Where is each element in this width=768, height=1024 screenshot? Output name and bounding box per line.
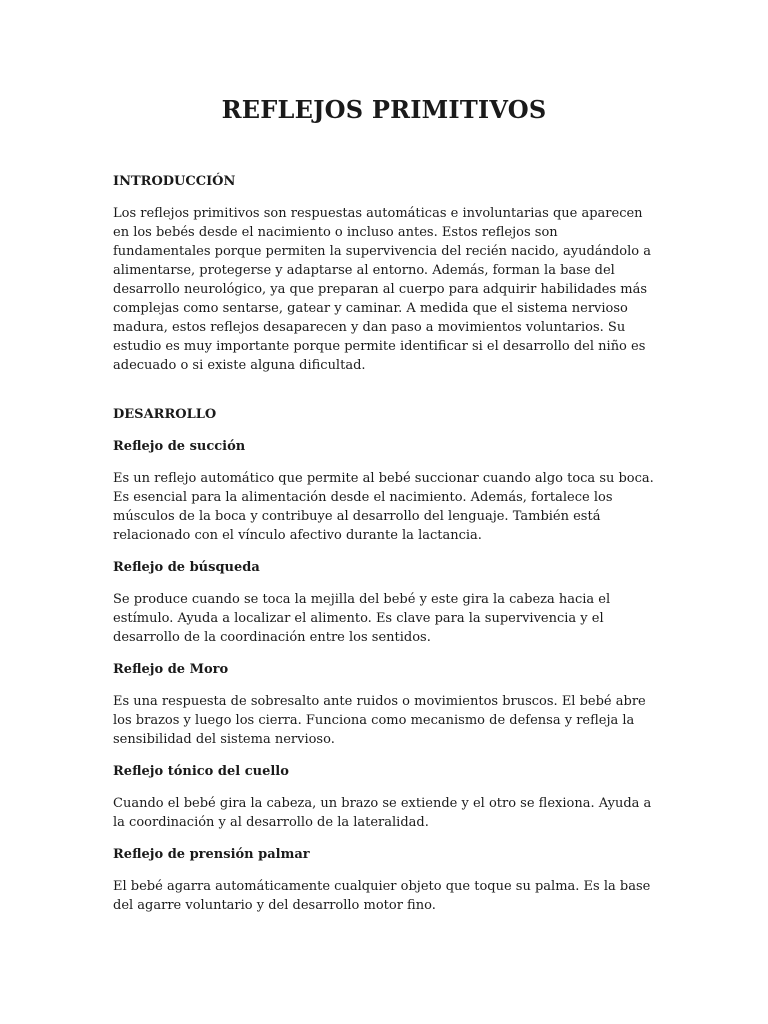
document-title: REFLEJOS PRIMITIVOS [221, 95, 547, 124]
section-paragraph-succion: Es un reflejo automático que permite al bebé succionar cuando algo toca su boca. Es esencial para la alimentación desde el nacimiento. Además, fortalece los músculos de la boca y contribuye al desarrollo del lenguaje. También está relacionado con el vínculo afectivo durante la lactancia. [113, 471, 654, 543]
section-heading-tonico-cuello: Reflejo tónico del cuello [113, 764, 289, 779]
section-paragraph-tonico-cuello: Cuando el bebé gira la cabeza, un brazo se extiende y el otro se flexiona. Ayuda a la coordinación y al desarrollo de la lateralidad. [113, 796, 652, 830]
development-heading: DESARROLLO [113, 407, 217, 422]
intro-paragraph: Los reflejos primitivos son respuestas automáticas e involuntarias que aparecen en los bebés desde el nacimiento o incluso antes. Estos reflejos son fundamentales porque permiten la supervivencia del recién nacido, ayudándolo a alimentarse, protegerse y adaptarse al entorno. Además, forman la base del desarrollo neurológico, ya que preparan al cuerpo para adquirir habilidades más complejas como sentarse, gatear y caminar. A medida que el sistema nervioso madura, estos reflejos desaparecen y dan paso a movimientos voluntarios. Su estudio es muy importante porque permite identificar si el desarrollo del niño es adecuado o si existe alguna dificultad. [113, 206, 651, 373]
section-heading-succion: Reflejo de succión [113, 439, 246, 454]
section-heading-prension-palmar: Reflejo de prensión palmar [113, 847, 310, 862]
section-paragraph-prension-palmar: El bebé agarra automáticamente cualquier objeto que toque su palma. Es la base del agarre voluntario y del desarrollo motor fino. [113, 879, 651, 913]
section-heading-busqueda: Reflejo de búsqueda [113, 560, 260, 575]
section-paragraph-moro: Es una respuesta de sobresalto ante ruidos o movimientos bruscos. El bebé abre los brazos y luego los cierra. Funciona como mecanismo de defensa y refleja la sensibilidad del sistema nervioso. [113, 694, 646, 747]
intro-heading: INTRODUCCIÓN [113, 174, 236, 189]
section-heading-moro: Reflejo de Moro [113, 662, 229, 677]
section-paragraph-busqueda: Se produce cuando se toca la mejilla del bebé y este gira la cabeza hacia el estímulo. Ayuda a localizar el alimento. Es clave para la supervivencia y el desarrollo de la coordinación entre los sentidos. [113, 592, 611, 645]
